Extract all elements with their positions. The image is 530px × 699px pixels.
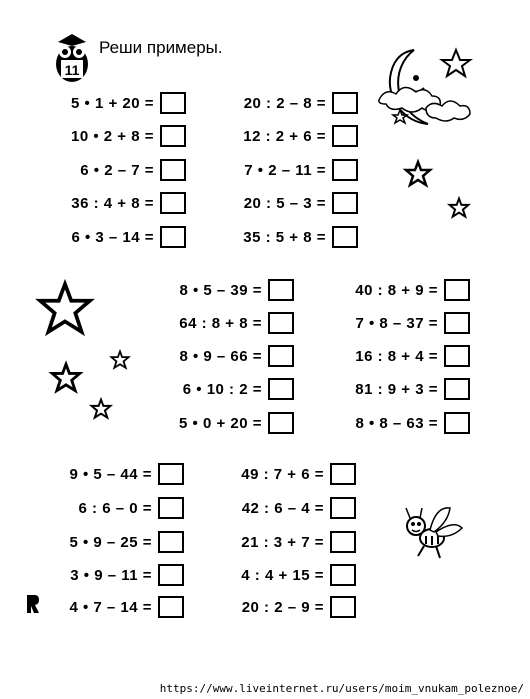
problem-expression: 4 • 7 – 14 =: [69, 598, 152, 616]
problem-row: [241, 530, 356, 554]
answer-box[interactable]: [332, 226, 358, 248]
problem-row: [71, 191, 186, 215]
problem-expression: 40 : 8 + 9 =: [355, 281, 438, 299]
problem-row: [69, 462, 184, 486]
answer-box[interactable]: [160, 125, 186, 147]
problem-expression: 6 • 3 – 14 =: [71, 228, 154, 246]
problem-row: [242, 496, 356, 520]
answer-box[interactable]: [268, 312, 294, 334]
source-url[interactable]: https://www.liveinternet.ru/users/moim_vnukam_poleznoe/: [159, 682, 524, 695]
problem-row: [80, 158, 186, 182]
star-icon: [110, 350, 130, 370]
answer-box[interactable]: [330, 497, 356, 519]
star-icon: [404, 160, 432, 188]
problem-row: [243, 225, 358, 249]
star-icon: [36, 280, 94, 338]
answer-box[interactable]: [444, 345, 470, 367]
answer-box[interactable]: [158, 596, 184, 618]
problem-expression: 35 : 5 + 8 =: [243, 228, 326, 246]
problem-row: [355, 278, 470, 302]
problem-expression: 8 • 8 – 63 =: [355, 414, 438, 432]
answer-box[interactable]: [160, 159, 186, 181]
problem-expression: 12 : 2 + 6 =: [243, 127, 326, 145]
bee-icon: [396, 496, 466, 566]
problem-row: [355, 311, 470, 335]
problem-expression: 20 : 2 – 9 =: [241, 598, 324, 616]
problem-expression: 4 : 4 + 15 =: [241, 566, 324, 584]
answer-box[interactable]: [158, 463, 184, 485]
problem-expression: 5 • 9 – 25 =: [69, 533, 152, 551]
answer-box[interactable]: [330, 463, 356, 485]
problem-row: [71, 91, 186, 115]
problem-row: [179, 278, 294, 302]
problem-row: [243, 124, 358, 148]
problem-expression: 20 : 2 – 8 =: [243, 94, 326, 112]
problem-row: [179, 311, 294, 335]
problem-row: [179, 411, 294, 435]
problem-expression: 36 : 4 + 8 =: [71, 194, 154, 212]
problem-expression: 81 : 9 + 3 =: [355, 380, 438, 398]
problem-expression: 10 • 2 + 8 =: [71, 127, 154, 145]
answer-box[interactable]: [332, 92, 358, 114]
problem-expression: 6 • 2 – 7 =: [80, 161, 154, 179]
problem-row: [69, 530, 184, 554]
problem-row: [183, 377, 294, 401]
problem-expression: 5 • 0 + 20 =: [179, 414, 262, 432]
answer-box[interactable]: [160, 192, 186, 214]
answer-box[interactable]: [160, 226, 186, 248]
answer-box[interactable]: [330, 596, 356, 618]
problem-row: [241, 563, 356, 587]
problem-row: [244, 91, 358, 115]
answer-box[interactable]: [158, 497, 184, 519]
problem-expression: 21 : 3 + 7 =: [241, 533, 324, 551]
page-marker-icon: [26, 594, 40, 614]
problem-expression: 6 • 10 : 2 =: [182, 380, 262, 398]
answer-box[interactable]: [444, 412, 470, 434]
problem-expression: 8 • 5 – 39 =: [179, 281, 262, 299]
answer-box[interactable]: [444, 378, 470, 400]
problem-expression: 9 • 5 – 44 =: [69, 465, 152, 483]
problem-expression: 64 : 8 + 8 =: [179, 314, 262, 332]
problem-row: [355, 411, 470, 435]
answer-box[interactable]: [268, 345, 294, 367]
problem-expression: 5 • 1 + 20 =: [71, 94, 154, 112]
page-title: Реши примеры.: [99, 38, 223, 57]
problem-row: [242, 595, 356, 619]
answer-box[interactable]: [332, 159, 358, 181]
problem-expression: 8 • 9 – 66 =: [179, 347, 262, 365]
answer-box[interactable]: [444, 279, 470, 301]
problem-expression: 6 : 6 – 0 =: [78, 499, 152, 517]
problem-row: [71, 225, 186, 249]
answer-box[interactable]: [268, 378, 294, 400]
answer-box[interactable]: [332, 192, 358, 214]
problem-row: [71, 124, 186, 148]
answer-box[interactable]: [444, 312, 470, 334]
answer-box[interactable]: [158, 531, 184, 553]
problem-expression: 7 • 8 – 37 =: [355, 314, 438, 332]
problem-expression: 3 • 9 – 11 =: [70, 566, 152, 584]
star-icon: [50, 362, 82, 394]
answer-box[interactable]: [330, 564, 356, 586]
problem-expression: 20 : 5 – 3 =: [243, 194, 326, 212]
owl-icon: [52, 28, 92, 84]
problem-row: [244, 158, 358, 182]
problem-row: [179, 344, 294, 368]
moon-icon: [370, 38, 510, 138]
problem-expression: 7 • 2 – 11 =: [244, 161, 326, 179]
problem-expression: 49 : 7 + 6 =: [241, 465, 324, 483]
problem-row: [244, 191, 358, 215]
problem-expression: 16 : 8 + 4 =: [355, 347, 438, 365]
problem-row: [355, 377, 470, 401]
answer-box[interactable]: [268, 412, 294, 434]
problem-row: [241, 462, 356, 486]
owl-badge: 11: [64, 62, 80, 78]
star-icon: [448, 197, 470, 219]
answer-box[interactable]: [330, 531, 356, 553]
problem-expression: 42 : 6 – 4 =: [241, 499, 324, 517]
problem-row: [355, 344, 470, 368]
star-icon: [90, 398, 112, 420]
problem-row: [69, 595, 184, 619]
problem-row: [79, 496, 184, 520]
problem-row: [70, 563, 184, 587]
answer-box[interactable]: [160, 92, 186, 114]
answer-box[interactable]: [332, 125, 358, 147]
answer-box[interactable]: [158, 564, 184, 586]
answer-box[interactable]: [268, 279, 294, 301]
